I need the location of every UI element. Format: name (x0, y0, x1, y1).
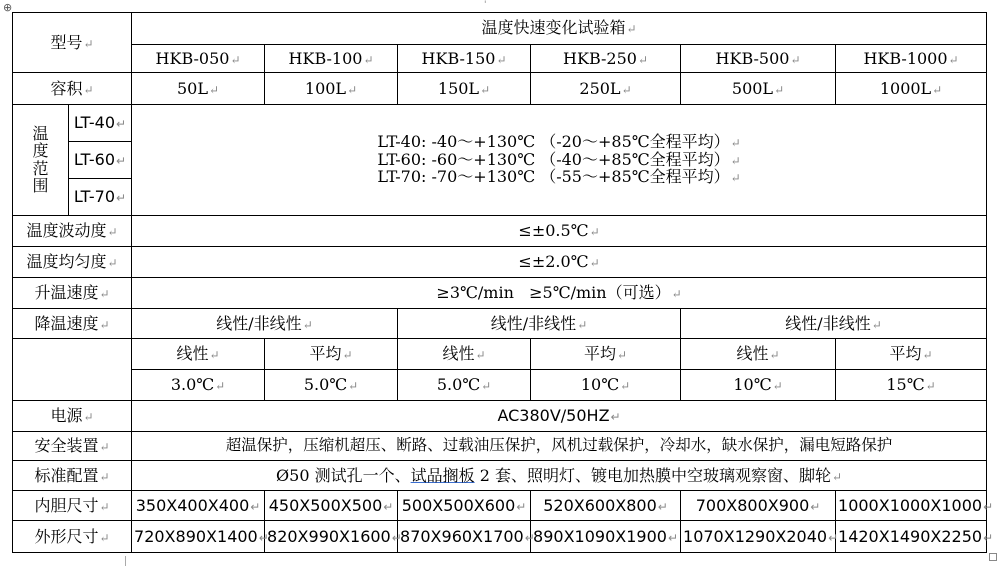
spec-table (12, 12, 994, 553)
inner-size-label-cell: 内胆尺寸↵ (13, 490, 132, 521)
inner-size-cell: 450X500X500↵ (265, 490, 398, 521)
power-row (13, 401, 987, 432)
heating-rate-label-cell: 升温速度↵ (13, 277, 132, 309)
cooling-subheader-cell: 线性↵ (398, 338, 531, 369)
model-cell: HKB-150↵ (398, 44, 531, 73)
cooling-subheader-cell: 平均↵ (265, 338, 398, 369)
model-cell: HKB-500↵ (681, 44, 836, 73)
model-cell: HKB-050↵ (132, 44, 265, 73)
outer-size-label-cell: 外形尺寸↵ (13, 521, 132, 553)
outer-size-cell: 890X1090X1900↵ (531, 521, 681, 553)
model-cell: HKB-250↵ (531, 44, 681, 73)
uniformity-row (13, 247, 987, 278)
cooling-blank-cell (13, 338, 132, 400)
power-label-cell: 电源↵ (13, 401, 132, 432)
safety-row (13, 431, 987, 461)
cooling-values-row (13, 369, 987, 401)
cooling-rate-row (13, 309, 987, 339)
cooling-value-cell: 10℃↵ (531, 369, 681, 401)
model-label-cell: 型号↵ (13, 13, 132, 73)
cursor-mark: ' (484, 0, 487, 10)
inner-size-cell: 350X400X400↵ (132, 490, 265, 521)
temp-range-label-cell: 温 度 范 围 (13, 104, 69, 215)
outer-size-cell: 1070X1290X2040↵ (681, 521, 836, 553)
temp-range-row-1 (13, 104, 987, 142)
temp-sublabel-cell: LT-60↵ (69, 142, 132, 179)
cooling-value-cell: 3.0℃↵ (132, 369, 265, 401)
cooling-subheader-row (13, 338, 987, 369)
fluctuation-label-cell: 温度波动度↵ (13, 215, 132, 247)
model-cell: HKB-1000↵ (836, 44, 987, 73)
table-resize-handle[interactable] (989, 553, 997, 561)
cooling-value-cell: 10℃↵ (681, 369, 836, 401)
inner-size-cell: 520X600X800↵ (531, 490, 681, 521)
cooling-group-cell: 线性/非线性↵ (132, 309, 398, 339)
temp-range-line: LT-40: -40～+130℃ （-20～+85℃全程平均）↵ (377, 132, 741, 152)
outer-size-cell: 1420X1490X2250↵ (836, 521, 987, 553)
volume-cell: 1000L↵ (836, 73, 987, 105)
temp-sublabel-cell: LT-40↵ (69, 104, 132, 142)
cooling-value-cell: 15℃↵ (836, 369, 987, 401)
standard-label-cell: 标准配置↵ (13, 461, 132, 491)
outer-size-cell: 870X960X1700↵ (398, 521, 531, 553)
cooling-subheader-cell: 线性↵ (681, 338, 836, 369)
inner-size-cell: 500X500X600↵ (398, 490, 531, 521)
heating-rate-row (13, 277, 987, 309)
cooling-subheader-cell: 线性↵ (132, 338, 265, 369)
fluctuation-value-cell: ≤±0.5℃↵ (132, 215, 987, 247)
standard-row (13, 461, 987, 491)
cooling-group-cell: 线性/非线性↵ (681, 309, 987, 339)
volume-cell: 500L↵ (681, 73, 836, 105)
temp-range-line: LT-60: -60～+130℃ （-40～+85℃全程平均）↵ (377, 149, 741, 169)
inner-size-cell: 700X800X900↵ (681, 490, 836, 521)
inner-size-cell: 1000X1000X1000↵ (836, 490, 987, 521)
cooling-subheader-cell: 平均↵ (531, 338, 681, 369)
cooling-value-cell: 5.0℃↵ (398, 369, 531, 401)
volume-cell: 100L↵ (265, 73, 398, 105)
cooling-group-cell: 线性/非线性↵ (398, 309, 681, 339)
standard-value-cell: Ø50 测试孔一个、试品搁板 2 套、照明灯、镀电加热膜中空玻璃观察窗、脚轮↵ (132, 461, 987, 491)
table-anchor-icon[interactable]: ⊕ (3, 1, 13, 14)
temp-range-values-cell (132, 104, 987, 215)
heating-rate-value-cell: ≥3℃/min ≥5℃/min（可选）↵ (132, 277, 987, 309)
volume-cell: 150L↵ (398, 73, 531, 105)
uniformity-value-cell: ≤±2.0℃↵ (132, 247, 987, 278)
text-cursor (125, 556, 126, 566)
product-title: 温度快速变化试验箱 (481, 18, 626, 38)
volume-row (13, 73, 987, 105)
cooling-subheader-cell: 平均↵ (836, 338, 987, 369)
header-row-models (13, 44, 987, 73)
outer-size-cell: 720X890X1400↵ (132, 521, 265, 553)
product-title-cell: 温度快速变化试验箱↵ (132, 13, 987, 45)
volume-cell: 250L↵ (531, 73, 681, 105)
header-row-title (13, 13, 987, 45)
volume-label-cell: 容积↵ (13, 73, 132, 105)
inner-size-row (13, 490, 987, 521)
safety-label-cell: 安全装置↵ (13, 431, 132, 461)
safety-value-cell: 超温保护，压缩机超压、断路、过载油压保护，风机过载保护，冷却水，缺水保护，漏电短路保护 (132, 431, 987, 461)
uniformity-label-cell: 温度均匀度↵ (13, 247, 132, 278)
outer-size-cell: 820X990X1600↵ (265, 521, 398, 553)
cooling-value-cell: 5.0℃↵ (265, 369, 398, 401)
spellcheck-underline: 试品搁板 (410, 465, 475, 485)
temp-range-line: LT-70: -70～+130℃ （-55～+85℃全程平均）↵ (377, 167, 741, 187)
power-value-cell: AC380V/50HZ↵ (132, 401, 987, 432)
cooling-rate-label-cell: 降温速度↵ (13, 309, 132, 339)
outer-size-row (13, 521, 987, 553)
temp-sublabel-cell: LT-70↵ (69, 179, 132, 216)
model-cell: HKB-100↵ (265, 44, 398, 73)
fluctuation-row (13, 215, 987, 247)
volume-cell: 50L↵ (132, 73, 265, 105)
